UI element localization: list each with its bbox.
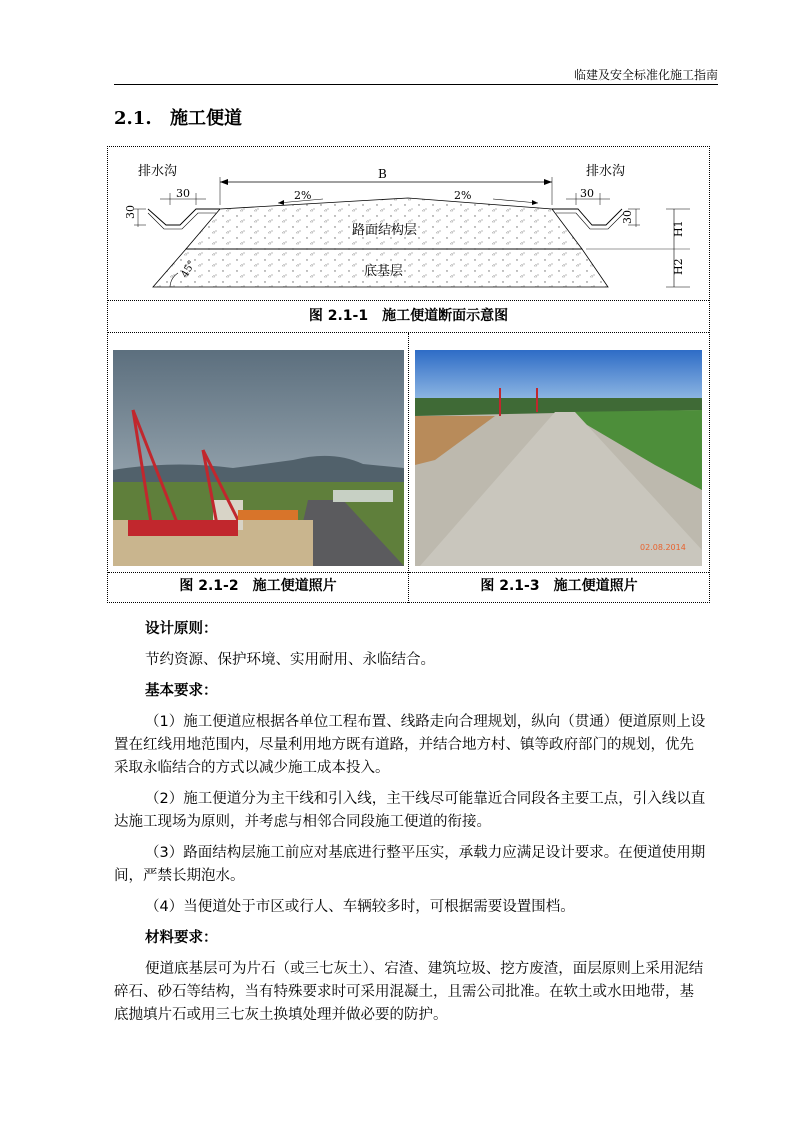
design-principle-label: 设计原则： <box>145 621 218 637</box>
H2-label: H2 <box>672 258 685 275</box>
column-divider <box>408 333 409 603</box>
requirement-3: （3）路面结构层施工前应对基底进行整平压实，承载力应满足设计要求。在便道使用期间，严禁长期泡水。 <box>114 845 706 884</box>
photo-date-stamp: 02.08.2014 <box>640 543 686 552</box>
H1-label: H1 <box>672 220 685 237</box>
dim-30-left-side: 30 <box>124 205 137 219</box>
body-text <box>114 618 707 1027</box>
requirement-1: （1）施工便道应根据各单位工程布置、线路走向合理规划，纵向（贯通）便道原则上设置在红线用地范围内，尽量利用地方既有道路，并结合地方村、镇等政府部门的规划，优先采取永临结合的方式以减少施工成本投入。 <box>114 714 706 776</box>
base-layer-label: 底基层 <box>364 264 404 279</box>
dim-30-right-side: 30 <box>621 210 634 224</box>
dim-30-left-top: 30 <box>176 187 190 200</box>
figure-1-caption: 图 2.1-1 施工便道断面示意图 <box>108 300 709 333</box>
material-requirements-label: 材料要求： <box>145 930 218 946</box>
road-cross-section-diagram <box>108 147 709 300</box>
angle-label: 45° <box>179 258 198 280</box>
figure-2-caption: 图 2.1-2 施工便道照片 <box>108 572 408 599</box>
construction-road-photo-1 <box>113 350 404 566</box>
section-title: 施工便道 <box>170 108 242 129</box>
slope-left: 2% <box>294 189 312 202</box>
pavement-layer-label: 路面结构层 <box>352 223 418 238</box>
construction-road-photo-2 <box>415 350 702 566</box>
ditch-label-left: 排水沟 <box>138 164 178 179</box>
section-heading <box>114 104 242 130</box>
material-requirements-text: 便道底基层可为片石（或三七灰土）、宕渣、建筑垃圾、挖方废渣，面层原则上采用泥结碎石、砂石等结构，当有特殊要求时可采用混凝土，且需公司批准。在软土或水田地带，基底抛填片石或用三七灰土换填处理并做必要的防护。 <box>114 961 704 1023</box>
basic-requirements-label: 基本要求： <box>145 683 218 699</box>
section-number: 2.1. <box>114 108 152 129</box>
design-principle-text: 节约资源、保护环境、实用耐用、永临结合。 <box>145 652 435 668</box>
figure-3-caption: 图 2.1-3 施工便道照片 <box>409 572 709 599</box>
requirement-2: （2）施工便道分为主干线和引入线，主干线尽可能靠近合同段各主要工点，引入线以直达施工现场为原则，并考虑与相邻合同段施工便道的衔接。 <box>114 791 706 830</box>
requirement-4: （4）当便道处于市区或行人、车辆较多时，可根据需要设置围档。 <box>145 899 575 915</box>
cross-section-cell <box>108 147 709 301</box>
ditch-label-right: 排水沟 <box>586 164 626 179</box>
figure-table <box>107 146 710 603</box>
page-header: 临建及安全标准化施工指南 <box>114 66 718 85</box>
dim-B: B <box>378 167 387 181</box>
slope-right: 2% <box>454 189 472 202</box>
dim-30-right-top: 30 <box>580 187 594 200</box>
